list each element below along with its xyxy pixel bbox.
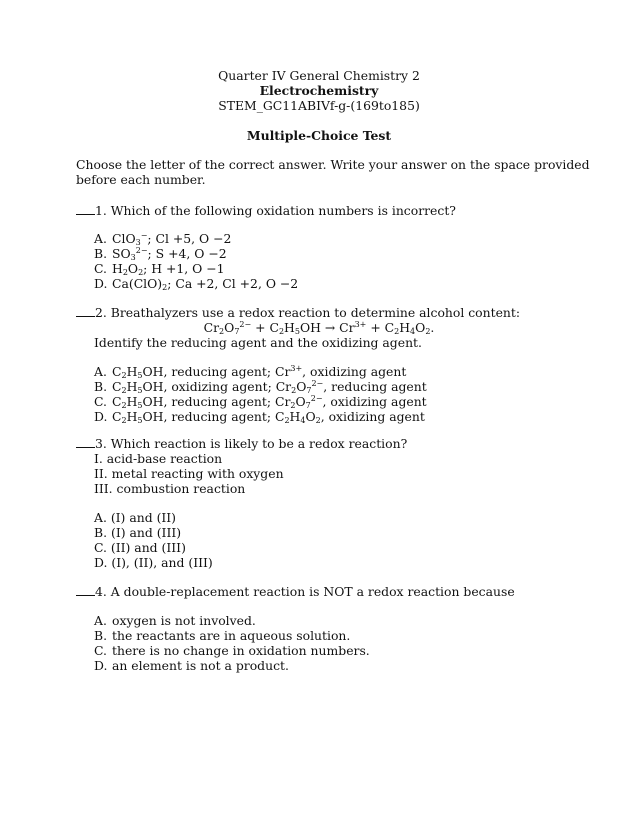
- answer-blank-3[interactable]: [76, 436, 95, 448]
- answer-blank-4[interactable]: [76, 584, 95, 596]
- question-1-stem: 1. Which of the following oxidation numbers is incorrect?: [95, 203, 456, 218]
- q1-option-b-text: $SO_3^{2-}$; S +4, O −2: [112, 246, 227, 262]
- q2-equation: $Cr_2O_7^{2-} + C_2H_5OH \to Cr^{3+} + C_2H_4O_2$.: [203, 320, 435, 336]
- quarter-title: Quarter IV General Chemistry 2: [218, 68, 420, 83]
- q2-option-d-text: $C_2H_5OH$, reducing agent; $C_2H_4O_2$, oxidizing agent: [112, 409, 425, 425]
- question-3-stem: 3. Which reaction is likely to be a redox reaction?: [95, 436, 408, 451]
- subject-title: Electrochemistry: [259, 83, 379, 98]
- q1-option-a: A. ClO$_3$−; Cl +5, O −2: [94, 231, 232, 247]
- q4-option-d: D. an element is not a product.: [94, 658, 289, 673]
- question-3: [76, 436, 407, 451]
- q2-option-a-text: $C_2H_5OH$, reducing agent; $Cr^{3+}$, oxidizing agent: [112, 364, 407, 380]
- question-2: [76, 305, 520, 320]
- q3-statement-iii: III. combustion reaction: [94, 481, 246, 496]
- q1-option-a-text: ClO$_3$−; Cl +5, O −2: [112, 231, 232, 247]
- competency-code: STEM_GC11ABIVf-g-(169to185): [218, 98, 420, 113]
- question-2-stem-2: Identify the reducing agent and the oxidizing agent.: [94, 335, 422, 350]
- q1-option-b: B. $SO_3^{2-}$; S +4, O −2: [94, 246, 227, 262]
- q3-option-a: A. (I) and (II): [94, 510, 177, 525]
- q1-option-d: D. $Ca(ClO)_2$; Ca +2, Cl +2, O −2: [94, 276, 299, 292]
- instructions-line-2: before each number.: [76, 172, 206, 187]
- q3-option-b: B. (I) and (III): [94, 525, 182, 540]
- q4-option-b: B. the reactants are in aqueous solution.: [94, 628, 351, 643]
- question-4-stem: 4. A double-replacement reaction is NOT a redox reaction because: [95, 584, 515, 599]
- q3-statement-ii: II. metal reacting with oxygen: [94, 466, 284, 481]
- q2-option-a: A. $C_2H_5OH$, reducing agent; $Cr^{3+}$, oxidizing agent: [94, 364, 407, 380]
- q3-option-c: C. (II) and (III): [94, 540, 186, 555]
- q3-statement-i: I. acid-base reaction: [94, 451, 223, 466]
- q1-option-c-text: $H_2O_2$; H +1, O −1: [112, 261, 225, 277]
- q4-option-a: A. oxygen is not involved.: [94, 613, 256, 628]
- q1-option-d-text: $Ca(ClO)_2$; Ca +2, Cl +2, O −2: [112, 276, 299, 292]
- q4-option-c: C. there is no change in oxidation numbers.: [94, 643, 370, 658]
- q1-option-c: C. $H_2O_2$; H +1, O −1: [94, 261, 225, 277]
- answer-blank-2[interactable]: [76, 305, 95, 317]
- question-2-stem: 2. Breathalyzers use a redox reaction to determine alcohol content:: [95, 305, 521, 320]
- q2-option-c: C. $C_2H_5OH$, reducing agent; $Cr_2O_7^{2-}$, oxidizing agent: [94, 394, 427, 410]
- question-4: [76, 584, 515, 599]
- test-title: Multiple-Choice Test: [246, 128, 392, 143]
- q2-option-b-text: $C_2H_5OH$, oxidizing agent; $Cr_2O_7^{2-}$, reducing agent: [112, 379, 427, 395]
- q3-option-d: D. (I), (II), and (III): [94, 555, 213, 570]
- instructions-line-1: Choose the letter of the correct answer. Write your answer on the space provided: [76, 157, 590, 172]
- q2-option-b: B. $C_2H_5OH$, oxidizing agent; $Cr_2O_7^{2-}$, reducing agent: [94, 379, 427, 395]
- question-1: [76, 203, 456, 218]
- q2-option-c-text: $C_2H_5OH$, reducing agent; $Cr_2O_7^{2-}$, oxidizing agent: [112, 394, 427, 410]
- q2-option-d: D. $C_2H_5OH$, reducing agent; $C_2H_4O_2$, oxidizing agent: [94, 409, 425, 425]
- answer-blank-1[interactable]: [76, 203, 95, 215]
